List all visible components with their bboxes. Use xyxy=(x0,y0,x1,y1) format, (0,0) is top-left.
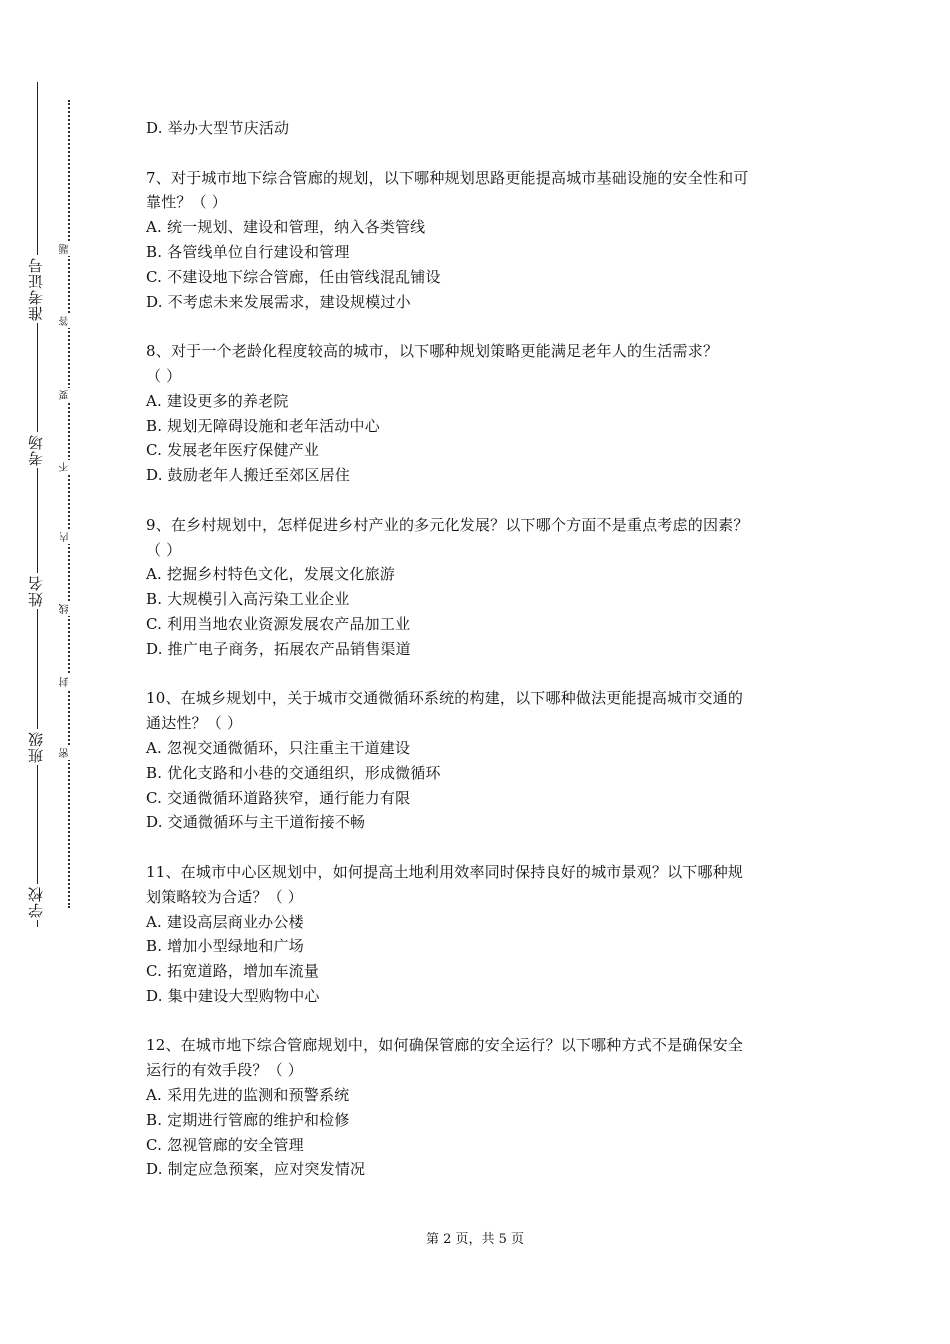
option-a: A. 统一规划、建设和管理，纳入各类管线 xyxy=(146,218,426,237)
option-c: C. 发展老年医疗保健产业 xyxy=(146,441,320,460)
question-7 xyxy=(146,166,826,315)
option-c: C. 忽视管廊的安全管理 xyxy=(146,1135,304,1154)
seal-word: 内 xyxy=(60,530,76,544)
option-a: A. 采用先进的监测和预警系统 xyxy=(146,1086,350,1105)
question-stem-line: 12、在城市地下综合管廊规划中，如何确保管廊的安全运行？以下哪种方式不是确保安全 xyxy=(146,1036,744,1055)
question-stem-line: 8、对于一个老龄化程度较高的城市，以下哪种规划策略更能满足老年人的生活需求？ xyxy=(146,342,719,361)
option-d: D. 制定应急预案，应对突发情况 xyxy=(146,1160,366,1179)
option-d: D. 集中建设大型购物中心 xyxy=(146,986,320,1005)
option-b: B. 定期进行管廊的维护和检修 xyxy=(146,1110,350,1129)
seal-word: 答 xyxy=(60,314,76,328)
option-c: C. 利用当地农业资源发展农产品加工业 xyxy=(146,614,411,633)
binding-solid-line xyxy=(37,82,38,927)
option-c: C. 不建设地下综合管廊，任由管线混乱铺设 xyxy=(146,267,441,286)
option-d: D. 鼓励老年人搬迁至郊区居住 xyxy=(146,466,351,485)
question-9 xyxy=(146,513,826,662)
question-10 xyxy=(146,686,826,835)
question-stem-line: 7、对于城市地下综合管廊的规划，以下哪种规划思路更能提高城市基础设施的安全性和可 xyxy=(146,168,749,187)
seal-word: 题 xyxy=(60,242,76,256)
question-stem-line: 运行的有效手段？（ ） xyxy=(146,1061,303,1080)
binding-label-school: 学校 xyxy=(22,884,50,920)
option-d: D. 推广电子商务，拓展农产品销售渠道 xyxy=(146,639,411,658)
question-stem-line: （ ） xyxy=(146,366,182,385)
question-stem-line: 11、在城市中心区规划中，如何提高土地利用效率同时保持良好的城市景观？以下哪种规 xyxy=(146,862,744,881)
question-8 xyxy=(146,339,826,488)
question-stem-line: （ ） xyxy=(146,540,182,559)
binding-label-name: 姓名 xyxy=(22,573,50,609)
page-number: 第 2 页，共 5 页 xyxy=(425,1232,525,1247)
option-b: B. 优化支路和小巷的交通组织，形成微循环 xyxy=(146,763,441,782)
question-11 xyxy=(146,860,826,1009)
binding-dotted-line xyxy=(68,100,70,908)
seal-word: 封 xyxy=(60,675,76,689)
binding-label-exam-id: 准考证号 xyxy=(22,255,50,323)
seal-word: 密 xyxy=(60,746,76,760)
question-content xyxy=(146,116,826,1182)
seal-word: 要 xyxy=(60,388,76,402)
binding-label-exam-room: 考场 xyxy=(22,432,50,468)
option-b: B. 规划无障碍设施和老年活动中心 xyxy=(146,416,380,435)
option-a: A. 忽视交通微循环，只注重主干道建设 xyxy=(146,738,411,757)
binding-label-class: 班级 xyxy=(22,729,50,765)
option-b: B. 增加小型绿地和广场 xyxy=(146,937,304,956)
option-line: D. 举办大型节庆活动 xyxy=(146,119,290,137)
option-a: A. 建设更多的养老院 xyxy=(146,391,289,410)
question-stem-line: 9、在乡村规划中，怎样促进乡村产业的多元化发展？以下哪个方面不是重点考虑的因素？ xyxy=(146,515,749,534)
option-d: D. 不考虑未来发展需求，建设规模过小 xyxy=(146,292,411,311)
seal-word: 线 xyxy=(60,602,76,616)
seal-word: 不 xyxy=(60,460,76,474)
option-b: B. 大规模引入高污染工业企业 xyxy=(146,590,350,609)
question-stem-line: 靠性？（ ） xyxy=(146,193,227,212)
question-12 xyxy=(146,1033,826,1182)
question-stem-line: 10、在城乡规划中，关于城市交通微循环系统的构建，以下哪种做法更能提高城市交通的 xyxy=(146,689,744,708)
option-c: C. 拓宽道路，增加车流量 xyxy=(146,962,320,981)
option-a: A. 建设高层商业办公楼 xyxy=(146,912,304,931)
option-a: A. 挖掘乡村特色文化，发展文化旅游 xyxy=(146,565,395,584)
binding-margin xyxy=(0,0,110,1344)
option-d: D. 交通微循环与主干道衔接不畅 xyxy=(146,813,366,832)
question-stem-line: 通达性？（ ） xyxy=(146,714,243,733)
question-stem-line: 划策略较为合适？（ ） xyxy=(146,887,303,906)
option-c: C. 交通微循环道路狭窄，通行能力有限 xyxy=(146,788,411,807)
option-b: B. 各管线单位自行建设和管理 xyxy=(146,242,350,261)
